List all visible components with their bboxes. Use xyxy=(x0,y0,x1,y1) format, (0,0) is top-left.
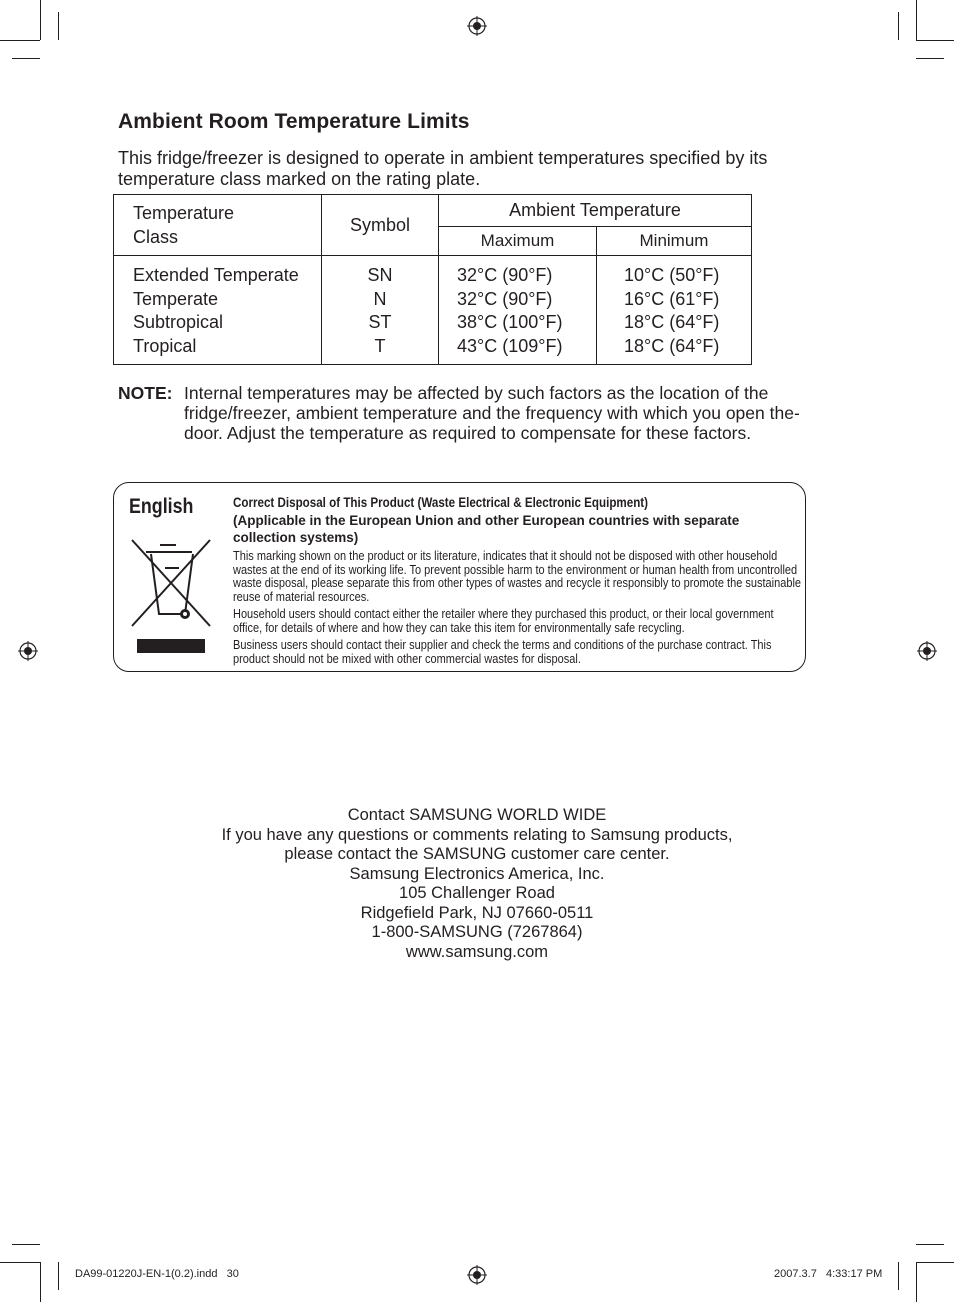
crop-mark xyxy=(898,12,899,40)
crop-mark xyxy=(58,12,59,40)
crop-mark xyxy=(40,0,41,40)
weee-heading: Correct Disposal of This Product (Waste Electrical & Electronic Equipment) xyxy=(233,495,649,510)
maximum-column: 32°C (90°F) 32°C (90°F) 38°C (100°F) 43°C (109°F) xyxy=(439,256,597,365)
registration-mark-icon xyxy=(917,641,937,661)
crop-mark xyxy=(0,40,40,41)
registration-mark-icon xyxy=(467,1265,487,1285)
weee-subheading: (Applicable in the European Union and other European countries with separate collection systems) xyxy=(233,513,740,545)
header-symbol: Symbol xyxy=(322,195,439,256)
contact-line: Ridgefield Park, NJ 07660-0511 xyxy=(360,903,594,922)
header-ambient-temperature: Ambient Temperature xyxy=(439,195,752,227)
crop-mark xyxy=(12,1244,40,1245)
contact-line: Samsung Electronics America, Inc. xyxy=(349,864,605,883)
class-column: Extended Temperate Temperate Subtropical Tropical xyxy=(114,256,322,365)
contact-line: 105 Challenger Road xyxy=(399,884,555,902)
note-label: NOTE: xyxy=(118,383,173,403)
crop-mark xyxy=(12,58,40,59)
crop-mark xyxy=(916,40,954,41)
crossed-out-wheelie-bin-icon xyxy=(130,538,212,628)
footer-file-name: DA99-01220J-EN-1(0.2).indd 30 xyxy=(75,1268,239,1280)
contact-block xyxy=(0,806,954,962)
registration-mark-icon xyxy=(18,641,38,661)
weee-paragraph: This marking shown on the product or its literature, indicates that it should not be disposed with other household wastes at the end of its working life. To prevent possible harm to the environment or human health from uncontrolled waste disposal, please separate this from other types of wastes and recycle it responsibly to promote the sustainable reuse of material resources. xyxy=(233,549,802,604)
note-text: Internal temperatures may be affected by such factors as the location of the fridge/freezer, ambient temperature and the frequency with which you open the-door. Adjust the temperature as required to compensate for these factors. xyxy=(184,383,800,443)
black-bar xyxy=(137,639,205,653)
footer-timestamp: 2007.3.7 4:33:17 PM xyxy=(774,1268,883,1280)
symbol-column: SN N ST T xyxy=(322,256,439,365)
header-minimum: Minimum xyxy=(597,227,752,256)
contact-line: please contact the SAMSUNG customer care center. xyxy=(284,845,670,863)
crop-mark xyxy=(916,1244,944,1245)
weee-disposal-box xyxy=(113,482,806,672)
language-label: English xyxy=(129,495,194,518)
table-row xyxy=(114,256,752,365)
crop-mark xyxy=(916,0,917,40)
weee-paragraph: Household users should contact either the retailer where they purchased this product, or their local government office, for details of where and how they can take this item for environmentally safe recycling. xyxy=(233,607,774,635)
header-temperature-class: Temperature Class xyxy=(114,195,322,256)
page-title: Ambient Room Temperature Limits xyxy=(118,110,470,133)
registration-mark-icon xyxy=(467,16,487,36)
contact-line: If you have any questions or comments relating to Samsung products, xyxy=(221,825,733,844)
crop-mark xyxy=(0,1262,40,1263)
header-maximum: Maximum xyxy=(439,227,597,256)
website-link[interactable]: www.samsung.com xyxy=(405,942,549,961)
temperature-class-table xyxy=(113,194,752,365)
minimum-column: 10°C (50°F) 16°C (61°F) 18°C (64°F) 18°C (64°F) xyxy=(597,256,752,365)
crop-mark xyxy=(916,1262,917,1302)
crop-mark xyxy=(916,58,944,59)
contact-line: 1-800-SAMSUNG (7267864) xyxy=(371,923,583,941)
crop-mark xyxy=(40,1262,41,1302)
crop-mark xyxy=(916,1262,954,1263)
weee-text xyxy=(233,494,803,666)
intro-paragraph: This fridge/freezer is designed to operate in ambient temperatures specified by its temperature class marked on the rating plate. xyxy=(118,148,768,189)
crop-mark xyxy=(898,1262,899,1290)
crop-mark xyxy=(58,1262,59,1290)
weee-paragraph: Business users should contact their supplier and check the terms and conditions of the purchase contract. This product should not be mixed with other commercial wastes for disposal. xyxy=(233,638,772,666)
contact-line: Contact SAMSUNG WORLD WIDE xyxy=(347,806,607,824)
note-block xyxy=(118,383,818,443)
